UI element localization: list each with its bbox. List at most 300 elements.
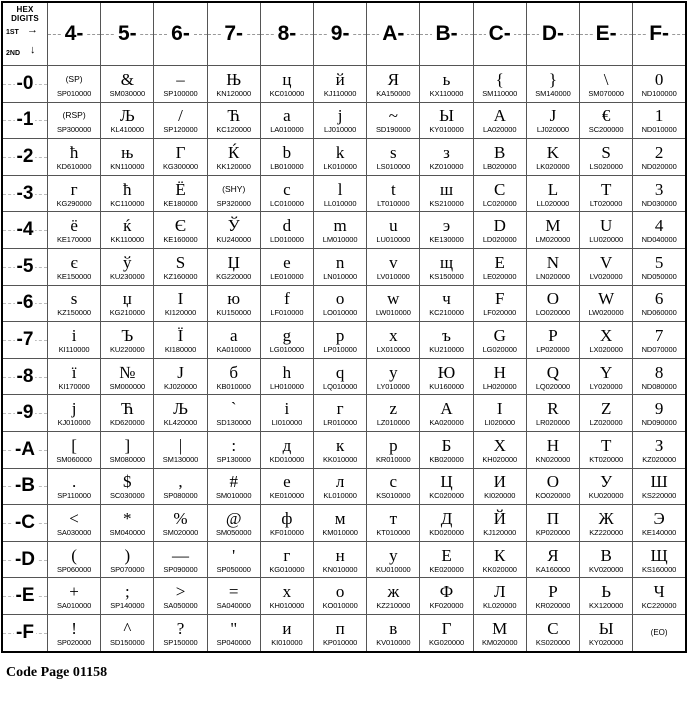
code-point-cell[interactable] [260,614,313,651]
code-point-cell[interactable] [48,395,101,432]
code-point-glyph: р [389,435,398,455]
code-point-glyph: б [229,362,239,382]
code-point-cell[interactable] [367,139,420,176]
code-point-cell[interactable] [314,468,367,505]
code-point-cell[interactable] [48,322,101,359]
code-point-cell[interactable] [420,358,473,395]
code-point-id: KB020000 [429,454,464,464]
code-point-id: LJ020000 [536,125,569,135]
code-point-cell[interactable] [101,212,154,249]
code-point-cell[interactable] [473,139,526,176]
code-point-cell[interactable] [154,431,207,468]
code-point-cell[interactable] [314,395,367,432]
code-point-cell[interactable] [633,468,686,505]
code-point-id: LZ020000 [589,418,623,427]
code-point-cell[interactable] [367,175,420,212]
code-point-cell[interactable] [580,614,633,651]
code-point-glyph: П [546,508,560,528]
code-point-glyph: l [337,179,343,199]
code-point-glyph: A [493,106,506,126]
code-point-id: LA010000 [270,125,304,135]
code-point-cell[interactable] [154,541,207,578]
code-point-cell[interactable] [48,505,101,542]
code-point-cell[interactable] [207,541,260,578]
code-point-cell[interactable] [260,139,313,176]
code-point-cell[interactable] [101,468,154,505]
code-point-cell[interactable] [154,285,207,322]
code-point-glyph: * [123,508,132,528]
code-point-id: KR020000 [535,601,571,610]
code-point-id: KI170000 [58,381,90,391]
code-point-cell[interactable] [420,139,473,176]
code-point-id: KU210000 [429,345,464,354]
code-point-id: KX110000 [429,89,464,98]
code-point-cell[interactable] [154,212,207,249]
code-point-glyph: = [228,582,239,602]
code-point-cell[interactable] [473,578,526,615]
code-point-cell[interactable] [473,614,526,651]
code-point-cell[interactable] [101,322,154,359]
code-point-cell[interactable] [633,175,686,212]
code-point-cell[interactable] [580,212,633,249]
code-point-glyph: И [493,472,506,492]
code-point-cell[interactable] [154,66,207,103]
code-point-glyph: Г [175,142,186,162]
code-point-cell[interactable] [420,66,473,103]
code-point-cell[interactable] [314,139,367,176]
code-point-glyph: ъ [442,325,451,345]
code-point-cell[interactable] [101,102,154,139]
code-point-glyph: 7 [654,325,664,345]
code-point-cell[interactable] [526,541,579,578]
table-row [2,431,686,468]
code-point-cell[interactable] [473,395,526,432]
code-point-glyph: j [71,399,77,419]
code-point-glyph: н [335,545,345,565]
code-point-cell[interactable] [260,212,313,249]
code-point-id: KN010000 [322,564,358,574]
code-point-cell[interactable] [473,541,526,578]
code-point-id: KG290000 [56,198,92,208]
column-header [314,2,367,66]
row-header [2,285,48,322]
code-point-cell[interactable] [526,66,579,103]
code-point-cell[interactable] [101,139,154,176]
code-point-id: KL010000 [323,491,357,501]
code-point-glyph: з [443,142,450,162]
code-point-cell[interactable] [367,358,420,395]
code-point-cell[interactable] [633,285,686,322]
code-point-cell[interactable] [633,66,686,103]
code-point-id: KZ010000 [429,162,464,171]
code-point-glyph: ћ [123,179,132,199]
code-point-cell[interactable] [260,358,313,395]
code-point-glyph: ] [124,435,131,455]
code-point-id: KL410000 [110,125,144,135]
code-point-id: SA030000 [56,528,92,537]
code-point-cell[interactable] [633,578,686,615]
code-point-cell[interactable] [314,431,367,468]
code-point-cell[interactable] [367,212,420,249]
code-point-glyph: г [336,399,344,419]
code-point-cell[interactable] [580,395,633,432]
code-point-cell[interactable] [154,614,207,651]
row-header-label: -1 [16,109,34,131]
code-point-cell[interactable] [314,285,367,322]
code-point-cell[interactable] [580,175,633,212]
row-header [2,212,48,249]
code-point-cell[interactable] [473,358,526,395]
code-point-glyph: # [229,472,238,492]
code-point-cell[interactable] [633,431,686,468]
code-point-glyph: T [600,179,612,199]
code-point-cell[interactable] [580,248,633,285]
code-point-cell[interactable] [526,248,579,285]
code-point-cell[interactable] [526,614,579,651]
code-point-cell[interactable] [260,66,313,103]
code-point-cell[interactable] [207,285,260,322]
code-point-cell[interactable] [154,505,207,542]
code-point-cell[interactable] [207,431,260,468]
code-point-id: KN110000 [110,162,145,171]
code-point-id: KV010000 [376,637,411,647]
code-point-id: KU230000 [109,271,145,281]
code-point-id: KK010000 [323,454,358,464]
code-point-cell[interactable] [580,468,633,505]
code-point-cell[interactable] [367,541,420,578]
code-point-cell[interactable] [633,139,686,176]
code-point-cell[interactable] [633,322,686,359]
code-point-cell[interactable] [101,66,154,103]
code-point-glyph: ѕ [70,289,78,309]
code-point-id: ND090000 [641,418,677,427]
code-point-cell[interactable] [580,358,633,395]
code-point-id: ND080000 [641,381,677,391]
code-point-cell[interactable] [48,102,101,139]
code-point-cell[interactable] [101,175,154,212]
column-header-label: E- [593,3,620,65]
code-point-cell[interactable] [420,248,473,285]
code-point-cell[interactable] [367,66,420,103]
code-point-cell[interactable] [526,139,579,176]
code-point-cell[interactable] [154,175,207,212]
code-point-id: LI010000 [271,418,303,427]
code-point-cell[interactable] [526,468,579,505]
code-point-id: LZ010000 [376,418,410,427]
code-point-cell[interactable] [473,212,526,249]
code-point-id: KX120000 [589,601,624,610]
code-point-cell[interactable] [580,505,633,542]
code-point-cell[interactable] [314,322,367,359]
code-point-glyph: + [69,582,79,602]
code-point-cell[interactable] [473,505,526,542]
code-point-cell[interactable] [473,431,526,468]
code-point-cell[interactable] [580,541,633,578]
code-point-id: KJ110000 [323,89,357,98]
code-point-cell[interactable] [367,102,420,139]
code-point-cell[interactable] [101,431,154,468]
code-point-cell[interactable] [207,578,260,615]
code-point-cell[interactable] [580,431,633,468]
code-point-cell[interactable] [526,175,579,212]
code-point-cell[interactable] [473,322,526,359]
code-point-cell[interactable] [633,541,686,578]
code-point-id: SP300000 [56,125,92,135]
code-point-cell[interactable] [526,322,579,359]
code-point-cell[interactable] [314,102,367,139]
code-point-cell[interactable] [260,505,313,542]
code-point-glyph: > [175,582,186,602]
code-point-glyph: X [599,325,613,345]
code-point-glyph: Ј [177,362,184,382]
code-point-cell[interactable] [48,614,101,651]
code-point-glyph: M [545,216,561,236]
column-header [633,2,686,66]
code-point-cell[interactable] [420,102,473,139]
code-point-glyph: b [282,142,292,162]
code-point-cell[interactable] [314,505,367,542]
code-point-cell[interactable] [207,395,260,432]
code-point-cell[interactable] [367,614,420,651]
code-point-cell[interactable] [260,175,313,212]
code-point-id: KS220000 [642,491,677,501]
code-point-glyph: v [389,252,398,272]
code-point-cell[interactable] [580,578,633,615]
code-point-cell[interactable] [314,614,367,651]
code-point-id: SP100000 [163,89,198,98]
code-point-glyph: С [547,618,559,638]
code-point-cell[interactable] [260,285,313,322]
code-point-cell[interactable] [420,614,473,651]
code-point-cell[interactable] [526,578,579,615]
code-point-cell[interactable] [633,505,686,542]
code-point-glyph: f [284,289,290,309]
code-point-glyph: | [178,435,183,455]
code-point-id: LD010000 [270,235,304,244]
code-point-id: KE180000 [163,198,198,208]
code-point-cell[interactable] [154,468,207,505]
code-point-id: LL020000 [536,198,570,208]
code-point-id: LP020000 [536,345,570,354]
code-point-id: LQ020000 [535,381,571,391]
code-point-glyph: h [282,362,292,382]
code-point-glyph: w [387,289,400,309]
row-header-label: -B [14,475,36,497]
code-point-cell[interactable] [473,175,526,212]
code-point-cell[interactable] [473,248,526,285]
code-point-id: LD020000 [482,235,517,244]
code-point-cell[interactable] [420,541,473,578]
code-point-cell[interactable] [367,322,420,359]
code-point-cell[interactable] [314,66,367,103]
code-point-cell[interactable] [207,139,260,176]
code-point-cell[interactable] [367,431,420,468]
header-row [2,2,686,66]
code-point-cell[interactable] [314,541,367,578]
code-point-cell[interactable] [580,322,633,359]
code-point-id: KF010000 [270,528,304,537]
code-point-cell[interactable] [154,322,207,359]
code-point-cell[interactable] [260,578,313,615]
code-point-cell[interactable] [101,285,154,322]
code-point-id: SM110000 [482,89,518,98]
code-point-cell[interactable] [420,285,473,322]
code-point-cell[interactable] [48,285,101,322]
code-point-cell[interactable] [367,248,420,285]
code-point-cell[interactable] [420,578,473,615]
code-point-cell[interactable] [526,358,579,395]
code-point-cell[interactable] [420,431,473,468]
row-header-label: -4 [16,219,34,241]
code-point-glyph: P [548,325,558,345]
code-point-cell[interactable] [420,212,473,249]
code-point-cell[interactable] [580,139,633,176]
code-point-cell[interactable] [420,468,473,505]
code-point-cell[interactable] [580,285,633,322]
code-point-cell[interactable] [101,578,154,615]
code-point-cell[interactable] [48,468,101,505]
code-point-id: LT020000 [589,198,623,208]
code-point-id: LI020000 [484,418,515,427]
code-point-cell[interactable] [633,248,686,285]
code-point-cell[interactable] [473,285,526,322]
code-point-id: LE010000 [270,271,304,281]
code-point-cell[interactable] [207,322,260,359]
code-point-glyph: Э [653,508,665,528]
code-point-glyph: г [283,545,291,565]
code-point-cell[interactable] [260,468,313,505]
table-row [2,395,686,432]
code-point-cell[interactable] [420,395,473,432]
code-point-id: KJ010000 [57,418,91,427]
code-point-cell[interactable] [420,175,473,212]
code-point-cell[interactable] [260,431,313,468]
code-point-cell[interactable] [207,102,260,139]
code-point-cell[interactable] [101,614,154,651]
code-point-cell[interactable] [101,541,154,578]
code-point-glyph: Њ [226,69,242,89]
code-point-cell[interactable] [526,505,579,542]
code-point-cell[interactable] [580,66,633,103]
code-point-cell[interactable] [633,614,686,651]
row-header [2,322,48,359]
code-point-cell[interactable] [48,578,101,615]
code-point-glyph: Ь [601,582,612,602]
code-point-cell[interactable] [526,102,579,139]
code-point-cell[interactable] [473,102,526,139]
code-point-cell[interactable] [367,505,420,542]
code-point-cell[interactable] [314,175,367,212]
code-point-id: LS020000 [589,162,623,171]
code-point-cell[interactable] [207,468,260,505]
code-point-cell[interactable] [48,66,101,103]
code-point-cell[interactable] [260,395,313,432]
code-point-cell[interactable] [101,395,154,432]
code-point-cell[interactable] [633,358,686,395]
code-point-cell[interactable] [314,358,367,395]
code-point-cell[interactable] [154,578,207,615]
code-point-cell[interactable] [154,358,207,395]
code-point-id: KZ210000 [376,601,411,610]
code-point-cell[interactable] [633,102,686,139]
code-point-glyph: Й [493,508,506,528]
code-point-cell[interactable] [260,541,313,578]
code-point-cell[interactable] [633,395,686,432]
code-point-cell[interactable] [526,212,579,249]
code-point-cell[interactable] [48,212,101,249]
code-point-cell[interactable] [207,614,260,651]
code-point-cell[interactable] [314,212,367,249]
code-point-cell[interactable] [260,322,313,359]
code-point-cell[interactable] [154,102,207,139]
code-point-cell[interactable] [367,578,420,615]
code-point-cell[interactable] [101,248,154,285]
code-point-cell[interactable] [526,285,579,322]
code-point-cell[interactable] [207,248,260,285]
code-point-cell[interactable] [207,66,260,103]
code-point-cell[interactable] [101,505,154,542]
code-point-glyph: у [389,545,398,565]
code-point-cell[interactable] [473,66,526,103]
code-point-cell[interactable] [154,248,207,285]
code-point-cell[interactable] [48,248,101,285]
code-point-cell[interactable] [633,212,686,249]
code-point-cell[interactable] [260,102,313,139]
code-point-cell[interactable] [207,505,260,542]
code-point-id: KC210000 [429,308,464,318]
code-point-cell[interactable] [314,578,367,615]
code-point-cell[interactable] [154,139,207,176]
code-point-cell[interactable] [367,468,420,505]
code-point-cell[interactable] [48,541,101,578]
row-header-label: -3 [16,182,34,204]
code-point-cell[interactable] [101,358,154,395]
column-header [526,2,579,66]
column-header-label: D- [539,3,567,65]
code-point-cell[interactable] [207,358,260,395]
code-point-cell[interactable] [526,395,579,432]
code-point-cell[interactable] [207,212,260,249]
code-point-id: KU240000 [216,235,252,244]
code-point-cell[interactable] [314,248,367,285]
code-point-id: KC010000 [269,89,305,98]
code-point-id: LN020000 [536,271,570,281]
code-point-cell[interactable] [580,102,633,139]
code-point-cell[interactable] [367,395,420,432]
code-point-cell[interactable] [260,248,313,285]
code-point-cell[interactable] [48,139,101,176]
code-point-glyph: U [599,216,613,236]
code-point-cell[interactable] [154,395,207,432]
code-point-cell[interactable] [207,175,260,212]
code-point-cell[interactable] [367,285,420,322]
code-point-cell[interactable] [420,505,473,542]
code-point-cell[interactable] [420,322,473,359]
code-point-id: KY010000 [429,125,464,135]
code-point-cell[interactable] [48,431,101,468]
code-point-id: KI120000 [164,308,197,318]
code-point-glyph: Q [546,362,560,382]
code-point-cell[interactable] [473,468,526,505]
code-point-cell[interactable] [48,358,101,395]
code-point-id: SA040000 [216,601,251,610]
code-point-cell[interactable] [526,431,579,468]
code-point-id: LM020000 [535,235,571,244]
code-point-glyph: S [601,142,611,162]
code-point-glyph: Г [441,618,452,638]
code-point-glyph: ж [387,582,400,602]
code-point-cell[interactable] [48,175,101,212]
